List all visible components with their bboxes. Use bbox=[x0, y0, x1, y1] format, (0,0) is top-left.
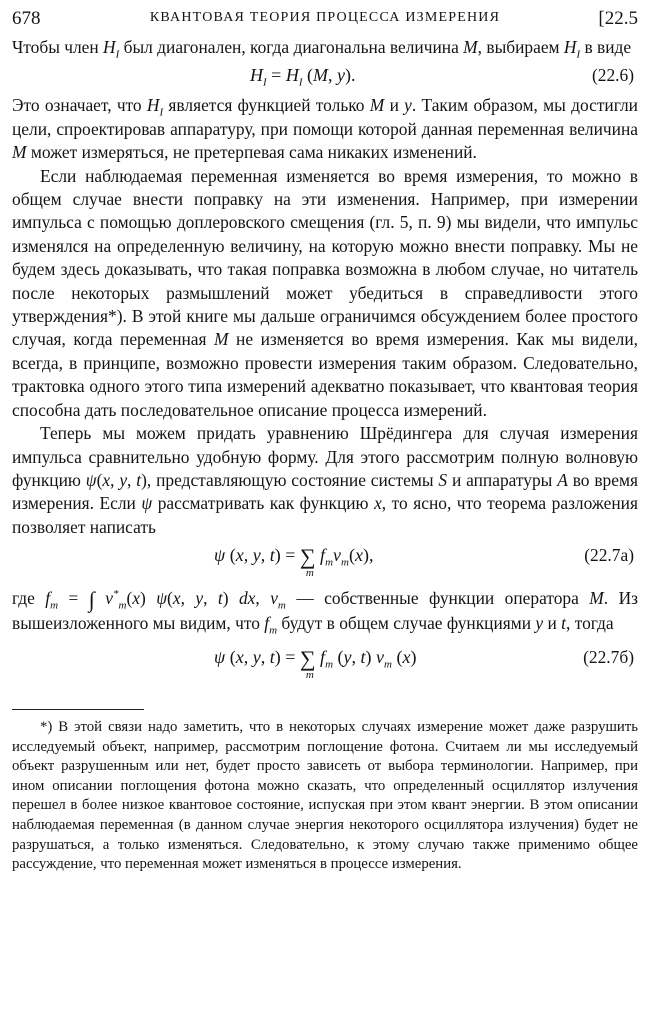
footnote: *) В этой связи надо заметить, что в некоторых случаях измерение может даже разрушить исследуемый объект, например, рассмотрим поглощение фотона. Считаем ли мы исследуемый объект разрушенным или нет, будет просто зависеть от выбора терминологии. Например, при ином описании поглощения фотона можно сказать, что определенный осциллятор излучения перешел в более низкое квантовое состояние, испуская при этом квант энергии. В этом описании наблюдаемая переменная (в данном случае энергия некоторого осциллятора излучения) будет не разрушаться, а только изменяться. Следовательно, к этому случаю также применимо общее рассуждение, что переменная может изменяться в процессе измерения. bbox=[12, 718, 638, 873]
equation-number: (22.6) bbox=[591, 65, 634, 86]
paragraph-5: где $f_m$ = ∫ $v^*_m(x)$ ψ(x, y, t) dx, $v_m$ — собственные функции оператора M. Из вышеизложенного мы видим, что $f_m$ будут в общем случае функциями y и t, тогда bbox=[12, 587, 638, 636]
equation-formula: $H_I = H_I$ (M, y). bbox=[250, 65, 356, 89]
equation-formula: ψ (x, y, t) = ∑ m $f_m$ (y, t) $v_m$ (x) bbox=[214, 645, 417, 681]
equation-22-6 bbox=[12, 59, 638, 94]
footnote-divider bbox=[12, 709, 144, 710]
equation-22-7b bbox=[12, 635, 638, 687]
page bbox=[12, 6, 638, 875]
paragraph-3: Если наблюдаемая переменная изменяется во время измерения, то можно в общем случае внести поправку на эти изменения. Например, при измерении импульса с помощью доплеровского смещения (гл. 5, п. 9) мы видели, что импульс изменялся на определенную величину, на которую можно внести поправку. Мы не будем здесь доказывать, что такая поправка возможна в любом случае, но читатель после некоторых размышлений может убедиться в справедливости этого утверждения*). В этой книге мы дальше ограничимся обсуждением более простого случая, когда переменная M не изменяется во время измерения. Как мы видели, всегда, в принципе, возможно провести измерения таким образом. Следовательно, трактовка одного этого типа измерений адекватно показывает, что квантовая теория способна дать последовательное описание процесса измерений. bbox=[12, 165, 638, 420]
paragraph-4: Теперь мы можем придать уравнению Шрёдингера для случая измерения импульса сравнительно удобную форму. Для этого рассмотрим полную волновую функцию ψ(x, y, t), представляющую состояние системы S и аппаратуры A во время измерения. Если ψ рассматривать как функцию x, то ясно, что теорема разложения позволяет написать bbox=[12, 423, 638, 537]
paragraph-2: Это означает, что $H_I$ является функцией только M и y. Таким образом, мы достигли цели, спроектировав аппаратуру, при помощи которой данная переменная величина M может измеряться, не претерпевая сама никаких изменений. bbox=[12, 95, 638, 163]
equation-number: (22.7б) bbox=[583, 646, 634, 667]
running-title: КВАНТОВАЯ ТЕОРИЯ ПРОЦЕССА ИЗМЕРЕНИЯ bbox=[149, 10, 501, 25]
equation-22-7a bbox=[12, 539, 638, 587]
page-number: 678 bbox=[12, 8, 41, 29]
equation-number: (22.7а) bbox=[584, 545, 634, 566]
section-number: [22.5 bbox=[598, 8, 638, 29]
equation-formula: ψ (x, y, t) = ∑ m $f_mv_m(x)$, bbox=[214, 544, 374, 580]
page-header bbox=[12, 6, 638, 36]
paragraph-1: Чтобы член $H_I$ был диагонален, когда диагональна величина M, выбираем $H_I$ в виде bbox=[12, 37, 632, 61]
